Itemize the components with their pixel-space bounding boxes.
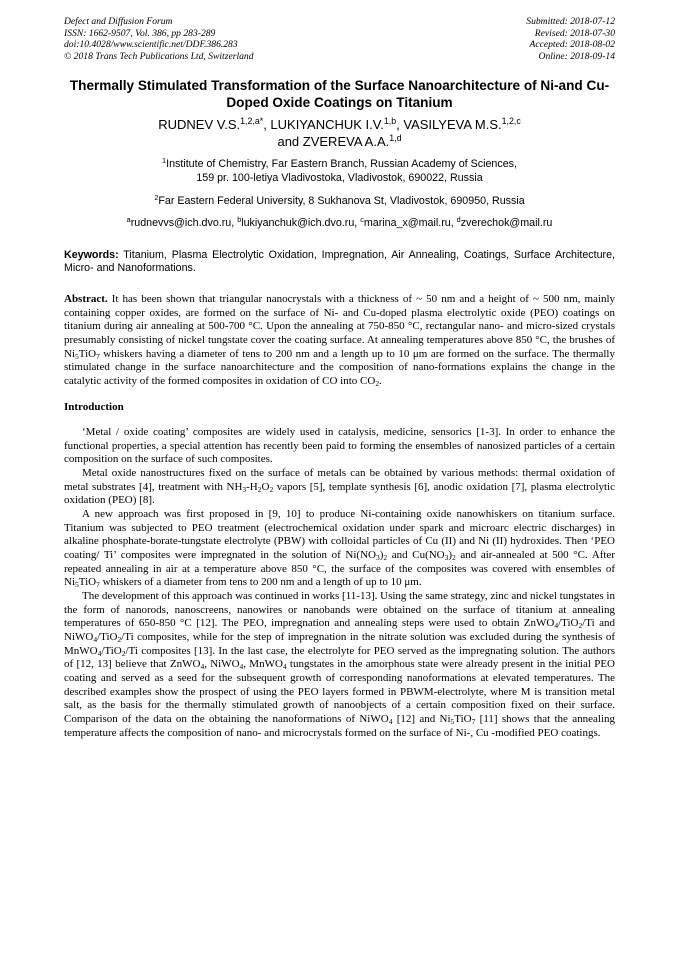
journal-doi: doi:10.4028/www.scientific.net/DDF.386.283 — [64, 39, 238, 51]
author-line-2 — [64, 133, 615, 150]
author-rudnev-sup: 1,2,a* — [240, 116, 264, 127]
author-zvereva-sup: 1,d — [389, 133, 402, 144]
journal-copyright: © 2018 Trans Tech Publications Ltd, Switzerland — [64, 50, 254, 62]
author-vasilyeva: , VASILYEVA M.S. — [396, 117, 502, 133]
affiliation-1 — [64, 158, 615, 185]
paper-title: Thermally Stimulated Transformation of the Surface Nanoarchitecture of Ni-and Cu-Doped Oxide Coatings on Titanium — [69, 78, 610, 111]
affiliation-2 — [64, 192, 615, 209]
intro-paragraph-4: The development of this approach was continued in works [11-13]. Using the same strategy, zinc and nickel tungstates in the form of nanorods, nanoscreens, nanowires or nanobands were obtained on the surface of titanium at annealing temperatures of 650-850 °C [12]. The PEO, impregnation and annealing steps were used to obtain ZnWO$_4$/TiO$_2$/Ti and NiWO$_4$/TiO$_2$/Ti composites, while for the step of impregnation in the nitrate solution was excluded during the synthesis of MnWO$_4$/TiO$_2$/Ti composites [13]. In the last case, the electrolyte for PEO served as the impregnating solution. The authors of [12, 13] believe that ZnWO$_4$, NiWO$_4$, MnWO$_4$ tungstates in the amorphous state were already present in the initial PEO coating and served as a seed for the subsequent growth of corresponding nanoformations at elevated temperatures. The described examples show the prospect of using the PEO layers formed in PBWM-electrolyte, where M is transition metal salt, as the basis for the thermally stimulated growth of nanoobjects of a certain composition fixed on their surface. Comparison of the data on the obtaining the nanoformations of NiWO$_4$ [12] and $Ni_5TiO_7$ [11] shows that the annealing temperature affects the composition of nano- and microcrystals formed on the surface of Ni-, Cu -modified PEO coatings. — [64, 590, 615, 739]
section-heading-introduction: Introduction — [64, 400, 124, 413]
keywords-label: Keywords: — [64, 248, 119, 261]
author-lukiyanchuk: , LUKIYANCHUK I.V. — [263, 117, 384, 133]
author-emails: $^a$rudnevvs@ich.dvo.ru, $^b$lukiyanchuk@ich.dvo.ru, $^c$marina_x@mail.ru, $^d$zverechok@mail.ru — [126, 215, 553, 230]
keywords — [64, 249, 615, 276]
keywords-text: Titanium, Plasma Electrolytic Oxidation, Impregnation, Air Annealing, Coatings, Surface Architecture, Micro- and Nanoformations. — [64, 248, 615, 275]
intro-paragraph-2: Metal oxide nanostructures fixed on the surface of metals can be obtained by various methods: thermal oxidation of metal substrates [4], treatment with $NH_3-H_2O_2$ vapors [5], template synthesis [6], anodic oxidation [7], plasma electrolytic oxidation (PEO) [8]. — [64, 467, 615, 507]
intro-paragraph-3: A new approach was first proposed in [9, 10] to produce Ni-containing oxide nanowhiskers on titanium surface. Titanium was subjected to PEO treatment (electrochemical oxidation under spark and microarc electric discharges) in alkaline phosphate-borate-tungstate electrolyte (PBW) with colloidal particles of Cu (II) and Ni (II) hydroxides. Then ‘PEO coating/ Ti’ composites were impregnated in the solution of $Ni(NO_3)_2$ and $Cu(NO_3)_2$ and air-annealed at 500 °C. After repeated annealing in air at a temperature above 850 °C, the surface of the composites was covered with ensembles of $Ni_5TiO_7$ whiskers of a diameter from tens to 200 nm and a length of up to 10 μm. — [64, 508, 615, 590]
abstract-label: Abstract. — [64, 292, 108, 305]
affiliation-2-sup: 2 — [154, 192, 159, 202]
email-lukiyanchuk: lukiyanchuk@ich.dvo.ru, — [241, 217, 361, 230]
journal-info — [64, 16, 254, 62]
author-lukiyanchuk-sup: 1,b — [383, 116, 397, 127]
affiliation-1-line-2: 159 pr. 100-letiya Vladivostoka, Vladivostok, 690022, Russia — [196, 171, 483, 184]
journal-name: Defect and Diffusion Forum — [64, 16, 173, 27]
affiliation-1-line-1: Institute of Chemistry, Far Eastern Branch, Russian Academy of Sciences, — [166, 158, 517, 171]
affiliation-1-sup: 1 — [162, 156, 167, 166]
author-line-1 — [64, 116, 615, 133]
author-list — [64, 116, 615, 150]
paper-page — [64, 16, 615, 740]
journal-header — [64, 16, 615, 62]
date-revised: Revised: 2018-07-30 — [534, 27, 615, 39]
journal-issn: ISSN: 1662-9507, Vol. 386, pp 283-289 — [64, 27, 216, 39]
intro-paragraph-1: ‘Metal / oxide coating’ composites are widely used in catalysis, medicine, sensorics [1-3]. In order to enhance the functional properties, a special attention has recently been paid to forming the ensembles of nanosized particles of a certain composition on the surface of such composites. — [64, 426, 615, 466]
author-zvereva: and ZVEREVA A.A. — [277, 134, 390, 150]
email-rudnev: rudnevvs@ich.dvo.ru, — [130, 217, 238, 230]
email-vasilyeva: marina_x@mail.ru, — [363, 217, 457, 230]
abstract: Abstract. It has been shown that triangular nanocrystals with a thickness of ~ 50 nm and a height of ~ 500 nm, mainly containing copper oxides, are formed on the surface of Ni- and Cu-doped plasma electrolytic oxide (PEO) coatings on titanium during air annealing at 500-700 °C. Upon the annealing at 750-850 °C, rectangular nano- and micro-sized crystals presumably consisting of nickel tungstate cover the coating surface. At annealing temperatures above 850 °C, the brushes of $Ni_5TiO_7$ whiskers having a diameter of tens to 200 nm and a length up to 10 μm are formed on the surface. The thermally stimulated change in the surface nanoarchitecture and the composition of nano-formations explains the change in the catalytic activity of the formed composites in oxidation of CO into $CO_2$. — [64, 292, 615, 388]
author-vasilyeva-sup: 1,2,c — [501, 116, 521, 127]
affiliation-2-text: Far Eastern Federal University, 8 Sukhanova St, Vladivostok, 690950, Russia — [158, 194, 525, 207]
date-accepted: Accepted: 2018-08-02 — [529, 39, 615, 51]
date-submitted: Submitted: 2018-07-12 — [526, 16, 615, 27]
author-rudnev: RUDNEV V.S. — [158, 117, 241, 133]
email-zvereva: zverechok@mail.ru — [460, 217, 553, 230]
date-online: Online: 2018-09-14 — [538, 50, 615, 62]
publication-dates — [526, 16, 615, 62]
